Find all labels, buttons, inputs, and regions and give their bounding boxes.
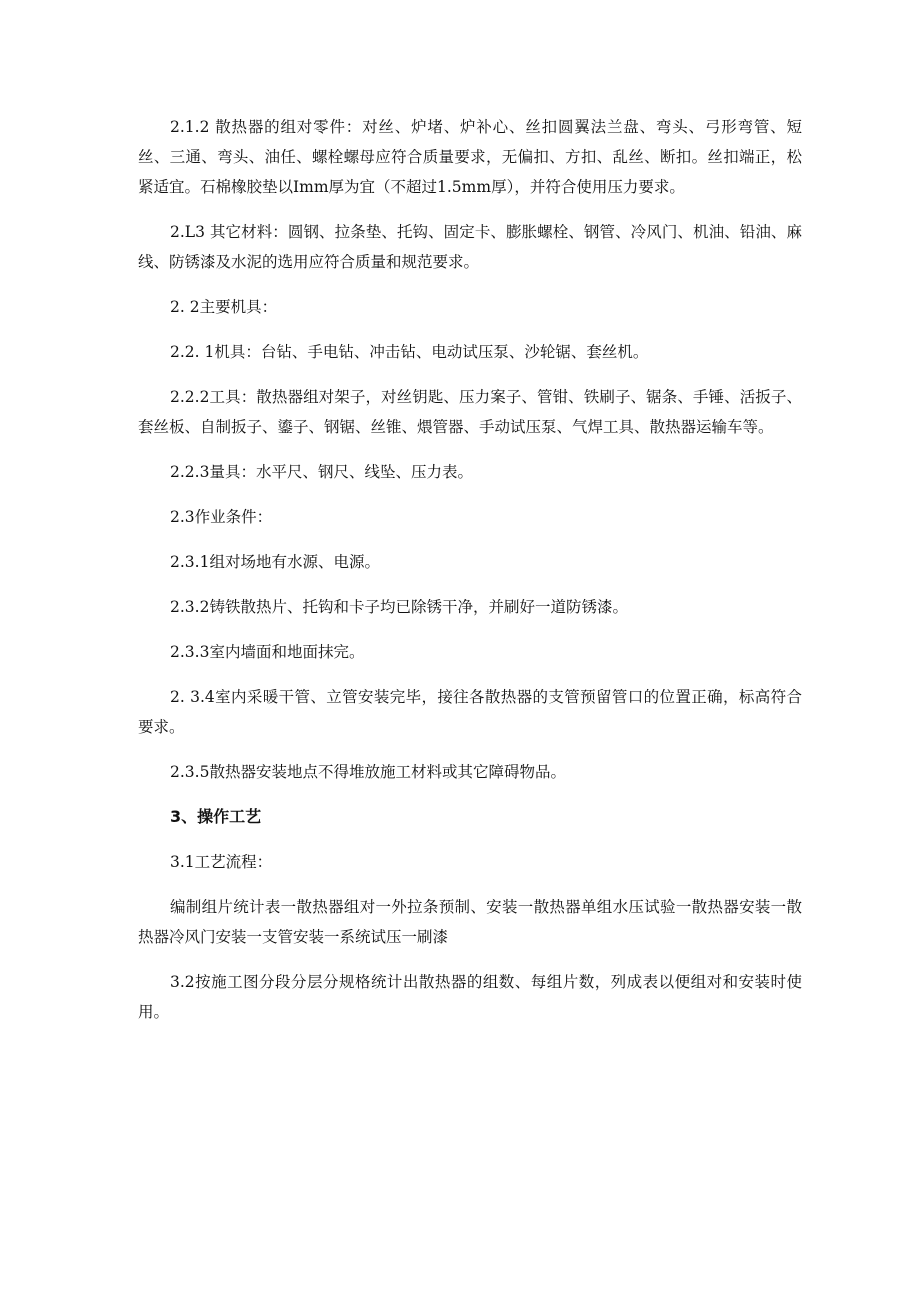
paragraph-2-2-3: 2.2.3量具：水平尺、钢尺、线坠、压力表。 bbox=[170, 463, 473, 481]
paragraph-2-1-3: 2.L3 其它材料：圆钢、拉条垫、托钩、固定卡、膨胀螺栓、钢管、冷风门、机油、铅油、麻线、防锈漆及水泥的选用应符合质量和规范要求。 bbox=[138, 223, 802, 271]
paragraph-process-flow: 编制组片统计表一散热器组对一外拉条预制、安装一散热器单组水压试验一散热器安装一散热器冷风门安装一支管安装一系统试压一刷漆 bbox=[138, 898, 802, 946]
paragraph-3-1: 3.1工艺流程： bbox=[170, 853, 273, 871]
paragraph-2-3-3: 2.3.3室内墙面和地面抹完。 bbox=[170, 643, 365, 661]
paragraph-2-2-1: 2.2. 1机具：台钻、手电钻、冲击钻、电动试压泵、沙轮锯、套丝机。 bbox=[170, 343, 649, 361]
paragraph-2-1-2: 2.1.2 散热器的组对零件：对丝、炉堵、炉补心、丝扣圆翼法兰盘、弯头、弓形弯管、短丝、三通、弯头、油任、螺栓螺母应符合质量要求，无偏扣、方扣、乱丝、断扣。丝扣端正，松紧适宜。石棉橡胶垫以Imm厚为宜（不超过1.5mm厚），并符合使用压力要求。 bbox=[138, 118, 802, 196]
document-page bbox=[138, 112, 802, 1027]
paragraph-2-3-1: 2.3.1组对场地有水源、电源。 bbox=[170, 553, 380, 571]
paragraph-2-3-4: 2. 3.4室内采暖干管、立管安装完毕，接往各散热器的支管预留管口的位置正确，标高符合要求。 bbox=[138, 688, 802, 736]
paragraph-2-2: 2. 2主要机具： bbox=[170, 298, 278, 316]
paragraph-2-2-2: 2.2.2工具：散热器组对架子，对丝钥匙、压力案子、管钳、铁刷子、锯条、手锤、活扳子、套丝板、自制扳子、鎏子、钢锯、丝锥、煨管器、手动试压泵、气焊工具、散热器运输车等。 bbox=[138, 388, 802, 436]
section-heading-3: 3、操作工艺 bbox=[170, 807, 262, 826]
paragraph-2-3: 2.3作业条件： bbox=[170, 508, 273, 526]
paragraph-2-3-5: 2.3.5散热器安装地点不得堆放施工材料或其它障碍物品。 bbox=[170, 763, 566, 781]
paragraph-3-2: 3.2按施工图分段分层分规格统计出散热器的组数、每组片数，列成表以便组对和安装时使用。 bbox=[138, 973, 802, 1021]
paragraph-2-3-2: 2.3.2铸铁散热片、托钩和卡子均已除锈干净，并刷好一道防锈漆。 bbox=[170, 598, 628, 616]
